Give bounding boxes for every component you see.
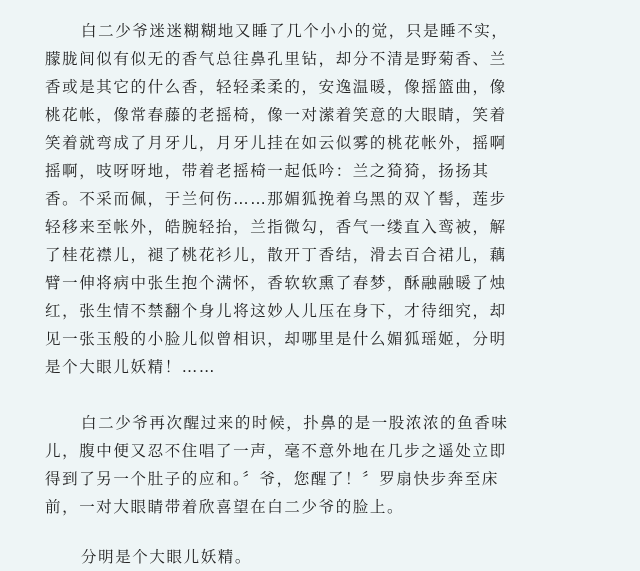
- text-line: 轻移来至帐外，皓腕轻抬，兰指微勾，香气一缕直入鸾被，解: [45, 218, 507, 236]
- text-line: 白二少爷迷迷糊糊地又睡了几个小小的觉，只是睡不实，: [81, 22, 509, 40]
- text-line: 香。不采而佩，于兰何伤……那媚狐挽着乌黑的双丫髻，莲步: [45, 190, 507, 208]
- text-line: 见一张玉般的小脸儿似曾相识，却哪里是什么媚狐瑶姬，分明: [45, 330, 507, 348]
- text-line: 臂一伸将病中张生抱个满怀，香软软熏了春梦，酥融融暖了烛: [45, 274, 507, 292]
- text-line: 儿，腹中便又忍不住唱了一声，毫不意外地在几步之遥处立即: [45, 442, 507, 460]
- text-line: 朦胧间似有似无的香气总往鼻孔里钻，却分不清是野菊香、兰: [45, 50, 507, 68]
- text-line: 桃花帐，像常春藤的老摇椅，像一对潆着笑意的大眼睛，笑着: [45, 106, 507, 124]
- text-line: 是个大眼儿妖精！……: [45, 358, 217, 376]
- paragraph-2: [45, 409, 622, 521]
- text-line: 白二少爷再次醒过来的时候，扑鼻的是一股浓浓的鱼香味: [81, 414, 509, 432]
- text-line: 红，张生情不禁翻个身儿将这妙人儿压在身下，才待细究，却: [45, 302, 507, 320]
- paragraph-spacer: [45, 521, 622, 543]
- text-line: 了桂花襟儿，褪了桃花衫儿，散开丁香结，滑去百合裙儿，藕: [45, 246, 507, 264]
- paragraph-1: [45, 17, 622, 381]
- text-line: 笑着就弯成了月牙儿，月牙儿挂在如云似雾的桃花帐外，摇啊: [45, 134, 507, 152]
- text-line: 摇啊，吱呀呀地，带着老摇椅一起低吟：兰之猗猗，扬扬其: [45, 162, 490, 180]
- text-line: 得到了另一个肚子的应和。〞爷，您醒了！〞罗扇快步奔至床: [45, 470, 499, 488]
- paragraph-spacer: [45, 381, 622, 409]
- text-line: 前，一对大眼睛带着欣喜望在白二少爷的脸上。: [45, 498, 405, 516]
- text-line: 香或是其它的什么香，轻轻柔柔的，安逸温暖，像摇篮曲，像: [45, 78, 507, 96]
- paragraph-3: [45, 543, 622, 571]
- text-line: 分明是个大眼儿妖精。: [81, 548, 253, 566]
